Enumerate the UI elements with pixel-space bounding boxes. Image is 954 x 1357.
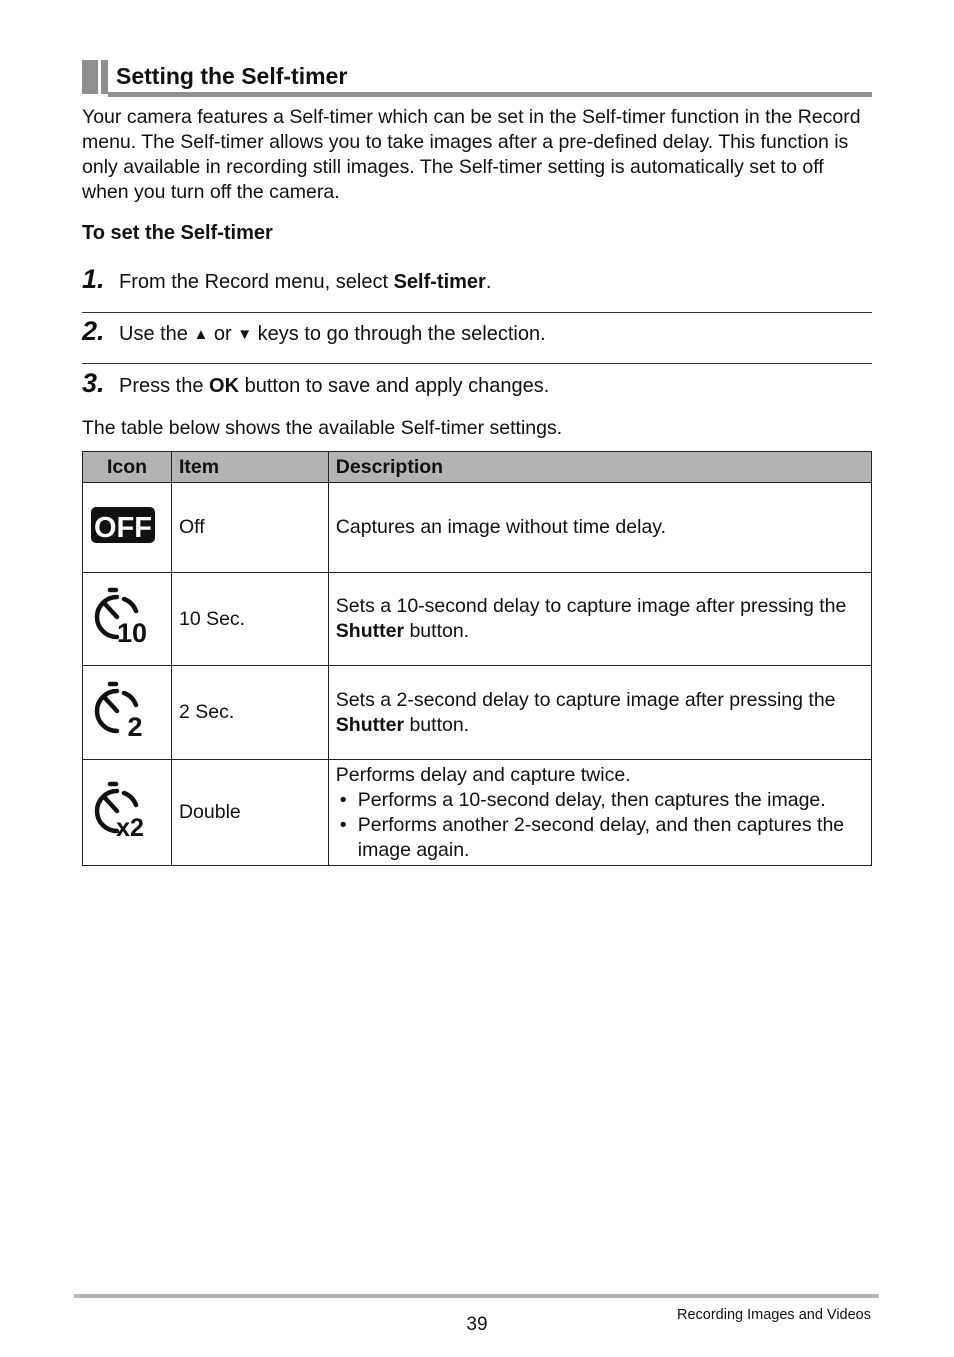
svg-text:x2: x2 <box>116 813 144 839</box>
down-arrow-icon: ▼ <box>237 326 253 343</box>
step-3 <box>82 368 872 412</box>
description-cell: Sets a 2-second delay to capture image after pressing the Shutter button. <box>328 666 871 760</box>
description-cell: Captures an image without time delay. <box>328 483 871 573</box>
item-cell: Off <box>171 483 328 573</box>
step-text: Use the ▲ or ▼ keys to go through the selection. <box>119 323 546 345</box>
step-divider <box>82 312 872 313</box>
procedure-heading: To set the Self-timer <box>82 222 273 244</box>
icon-cell <box>83 760 172 866</box>
description-cell <box>328 760 871 866</box>
up-arrow-icon: ▲ <box>193 326 209 343</box>
page-number: 39 <box>466 1314 488 1335</box>
item-cell: 2 Sec. <box>171 666 328 760</box>
step-number: 1. <box>82 264 105 294</box>
step-text: Press the OK button to save and apply changes. <box>119 375 550 397</box>
icon-cell <box>83 483 172 573</box>
column-header-icon: Icon <box>83 452 172 483</box>
svg-text:2: 2 <box>127 711 143 739</box>
step-2 <box>82 316 872 360</box>
column-header-description: Description <box>328 452 871 483</box>
self-timer-2-sec-icon <box>90 681 148 739</box>
table-row <box>83 666 872 760</box>
description-lead: Performs delay and capture twice. <box>335 763 631 786</box>
section-header <box>82 58 872 98</box>
svg-text:10: 10 <box>116 618 148 645</box>
table-intro: The table below shows the available Self-timer settings. <box>82 417 563 439</box>
step-number: 2. <box>82 316 105 346</box>
self-timer-double-icon <box>90 781 148 839</box>
icon-cell <box>83 666 172 760</box>
description-bullets <box>336 788 864 863</box>
step-1 <box>82 264 872 308</box>
item-cell: 10 Sec. <box>171 573 328 666</box>
item-cell: Double <box>171 760 328 866</box>
self-timer-10-sec-icon <box>90 587 148 645</box>
description-cell: Sets a 10-second delay to capture image after pressing the Shutter button. <box>328 573 871 666</box>
self-timer-off-icon <box>90 505 156 545</box>
step-text: From the Record menu, select Self-timer. <box>119 271 492 293</box>
list-item: • Performs another 2-second delay, and then captures the image again. <box>336 813 864 863</box>
header-rule <box>108 92 872 97</box>
footer-section-name: Recording Images and Videos <box>677 1307 871 1323</box>
table-row <box>83 760 872 866</box>
step-number: 3. <box>82 368 105 398</box>
column-header-item: Item <box>171 452 328 483</box>
intro-paragraph: Your camera features a Self-timer which can be set in the Self-timer function in the Record menu. The Self-timer allows you to take images after a pre-defined delay. This function is only available in recording still images. The Self-timer setting is automatically set to off when you turn off the camera. <box>82 106 861 203</box>
table-row <box>83 483 872 573</box>
step-divider <box>82 363 872 364</box>
footer-rule <box>74 1294 879 1298</box>
list-item: • Performs a 10-second delay, then captures the image. <box>336 788 864 813</box>
table-header-row <box>83 452 872 483</box>
self-timer-settings-table <box>82 451 872 866</box>
icon-cell <box>83 573 172 666</box>
svg-text:OFF: OFF <box>94 511 152 544</box>
section-title: Setting the Self-timer <box>116 63 348 89</box>
table-row <box>83 573 872 666</box>
